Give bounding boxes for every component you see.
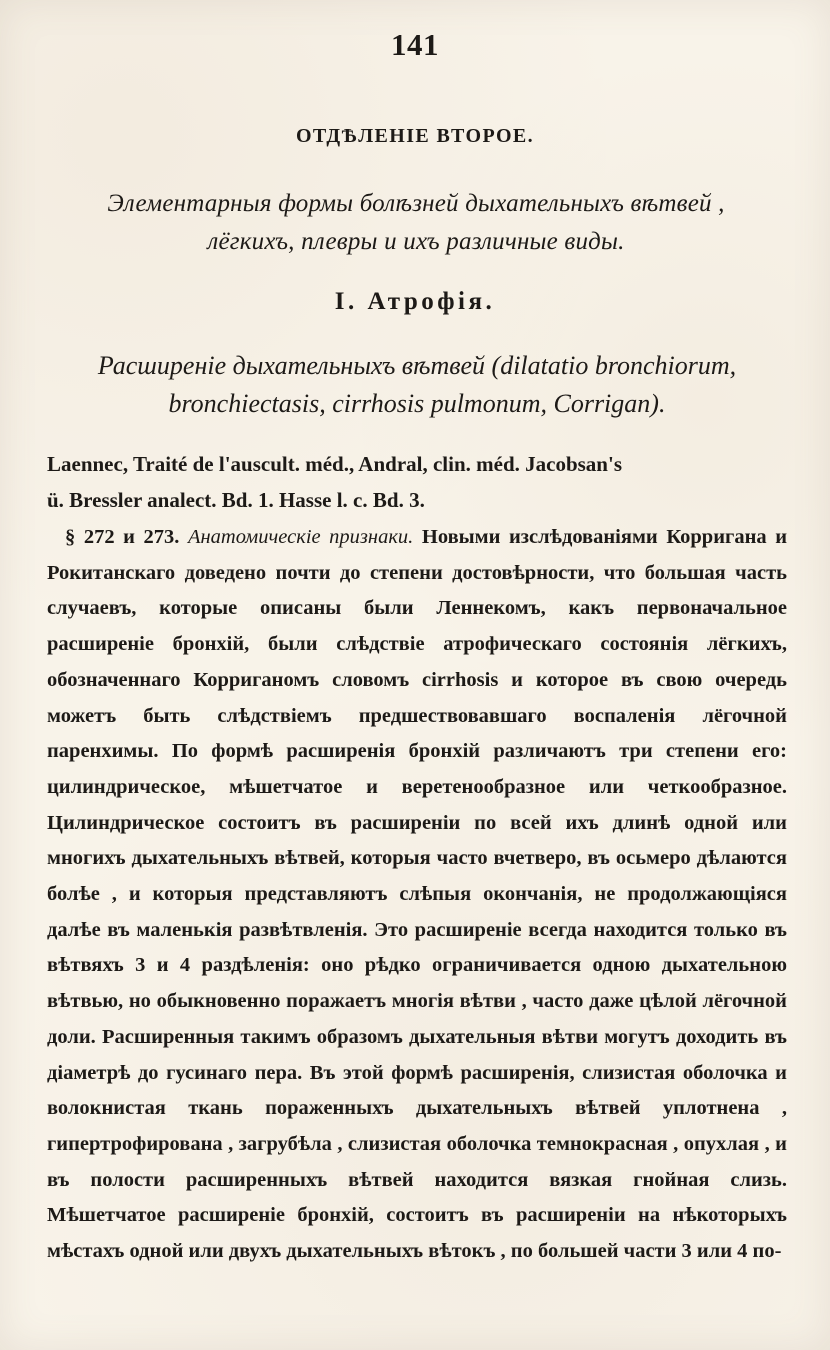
- section-heading: I. Атрофія.: [334, 288, 496, 315]
- term-block: [48, 347, 786, 423]
- term-line-1: Расширеніе дыхательныхъ вѣтвей (dilatatio bronchiorum,: [97, 351, 737, 380]
- main-paragraph: [47, 520, 787, 1270]
- reference-line-2: ü. Bressler analect. Bd. 1. Hasse l. c. Bd. 3.: [47, 488, 425, 512]
- bleed-through-text: [535, 67, 805, 69]
- chapter-subtitle: [46, 185, 786, 261]
- paragraph-body: [47, 520, 787, 1270]
- section-title: ОТДѢЛЕНІЕ ВТОРОЕ.: [295, 125, 535, 147]
- italic-heading: Анатомическіе признаки.: [187, 526, 414, 548]
- references-block: [47, 446, 787, 518]
- subtitle-line-1: Элементарныя формы болѣзней дыхательныхъ вѣтвей ,: [107, 190, 725, 217]
- subtitle-line-2: лёгкихъ, плевры и ихъ различные виды.: [207, 228, 625, 255]
- section-reference: § 272 и 273.: [65, 526, 180, 548]
- page-number: 141: [391, 27, 439, 62]
- reference-line-1: Laennec, Traité de l'auscult. méd., Andral, clin. méd. Jacobsan's: [47, 452, 622, 476]
- paragraph-text: Новыми изслѣдованіями Корригана и Рокитанскаго доведено почти до степени достовѣрности, что большая часть случаевъ, которые описаны были Леннекомъ, какъ первоначальное расширеніе бронхій, были слѣдствіе атрофическаго состоянія лёгкихъ, обозначеннаго Корриганомъ словомъ cirrhosis и которое въ свою очередь можетъ быть слѣдствіемъ предшествовавшаго воспаленія лёгочной паренхимы. По формѣ расширенія бронхій различаютъ три степени его: цилиндрическое, мѣшетчатое и веретенообразное или четкообразное. Цилиндрическое состоитъ въ расширеніи по всей ихъ длинѣ одной или многихъ дыхательныхъ вѣтвей, которыя часто вчетверо, въ осьмеро дѣлаются болѣе , и которыя представляютъ слѣпыя окончанія, не продолжающіяся далѣе въ маленькія развѣтвленія. Это расширеніе всегда находится только въ вѣтвяхъ 3 и 4 раздѣленія: оно рѣдко ограничивается одною дыхательною вѣтвью, но обыкновенно поражаетъ многія вѣтви , часто даже цѣлой лёгочной доли. Расширенныя такимъ образомъ дыхательныя вѣтви могутъ доходить въ діаметрѣ до гусинаго пера. Въ этой формѣ расширенія, слизистая оболочка и волокнистая ткань пораженныхъ дыхательныхъ вѣтвей уплотнена , гипертрофирована , загрубѣла , слизистая оболочка темнокрасная , опухлая , и въ полости расширенныхъ вѣтвей находится вязкая гнойная слизь. Мѣшетчатое расширеніе бронхій, состоитъ въ расширеніи на нѣкоторыхъ мѣстахъ одной или двухъ дыхательныхъ вѣтокъ , по большей части 3 или 4 по-: [47, 526, 788, 1263]
- term-line-2: bronchiectasis, cirrhosis pulmonum, Corrigan).: [168, 389, 666, 418]
